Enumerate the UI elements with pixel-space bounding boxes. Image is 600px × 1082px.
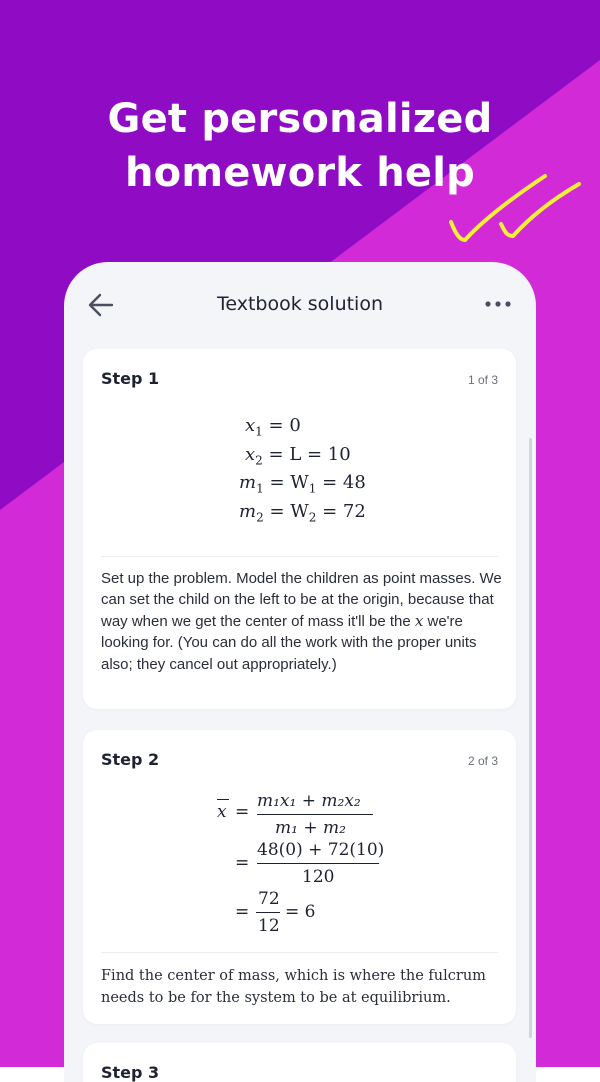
scrollbar[interactable] bbox=[529, 438, 532, 1038]
step-card-1 bbox=[83, 349, 516, 709]
divider bbox=[101, 556, 498, 557]
fraction-3-denominator: 12 bbox=[258, 916, 280, 936]
equation-x1: $x_1 = 0$ bbox=[245, 415, 301, 439]
headline-line-2: homework help bbox=[124, 150, 475, 196]
step-title: Step 3 bbox=[101, 1063, 160, 1082]
step-count: 1 of 3 bbox=[467, 373, 498, 387]
fraction-1-numerator: m₁x₁ + m₂x₂ bbox=[257, 791, 361, 811]
page-title: Textbook solution bbox=[216, 293, 384, 315]
step-description: Find the center of mass, which is where the fulcrum needs to be for the system to be at equilibrium. bbox=[101, 968, 486, 1006]
equals-sign: = bbox=[235, 802, 250, 822]
step-title: Step 2 bbox=[101, 750, 160, 769]
step-1-equations bbox=[83, 349, 516, 549]
equation-m1: $m_1 = W_1 = 48$ bbox=[239, 472, 366, 496]
headline-line-1: Get personalized bbox=[107, 96, 493, 142]
step-count: 2 of 3 bbox=[467, 754, 498, 768]
fraction-3-numerator: 72 bbox=[258, 889, 280, 909]
xbar-symbol: x bbox=[217, 802, 227, 822]
step-card-3 bbox=[83, 1043, 516, 1082]
step-card-2 bbox=[83, 730, 516, 1024]
fraction-1-denominator: m₁ + m₂ bbox=[275, 818, 346, 838]
equation-m2: $m_2 = W_2 = 72$ bbox=[239, 501, 366, 525]
checkmarks-doodle-icon bbox=[445, 170, 585, 250]
step-description: Set up the problem. Model the children as point masses. We can set the child on the left to be at the origin, because that way when we get the center of mass it'll be the x we're looking for. (You can do all the work with the proper units also; they cancel out appropriately.) bbox=[101, 570, 502, 673]
fraction-2-denominator: 120 bbox=[302, 867, 335, 887]
fraction-bar bbox=[256, 912, 280, 913]
step-title: Step 1 bbox=[101, 369, 160, 388]
more-horizontal-icon[interactable] bbox=[484, 296, 512, 312]
app-header bbox=[64, 262, 536, 346]
equation-x2: $x_2 = L = 10$ bbox=[245, 444, 351, 468]
phone-screen bbox=[64, 262, 536, 1082]
fraction-bar bbox=[257, 863, 379, 864]
result: = 6 bbox=[285, 902, 316, 922]
divider bbox=[101, 952, 498, 953]
fraction-bar bbox=[257, 814, 373, 815]
fraction-2-numerator: 48(0) + 72(10) bbox=[257, 840, 385, 860]
equals-sign: = bbox=[235, 902, 250, 922]
equals-sign: = bbox=[235, 853, 250, 873]
